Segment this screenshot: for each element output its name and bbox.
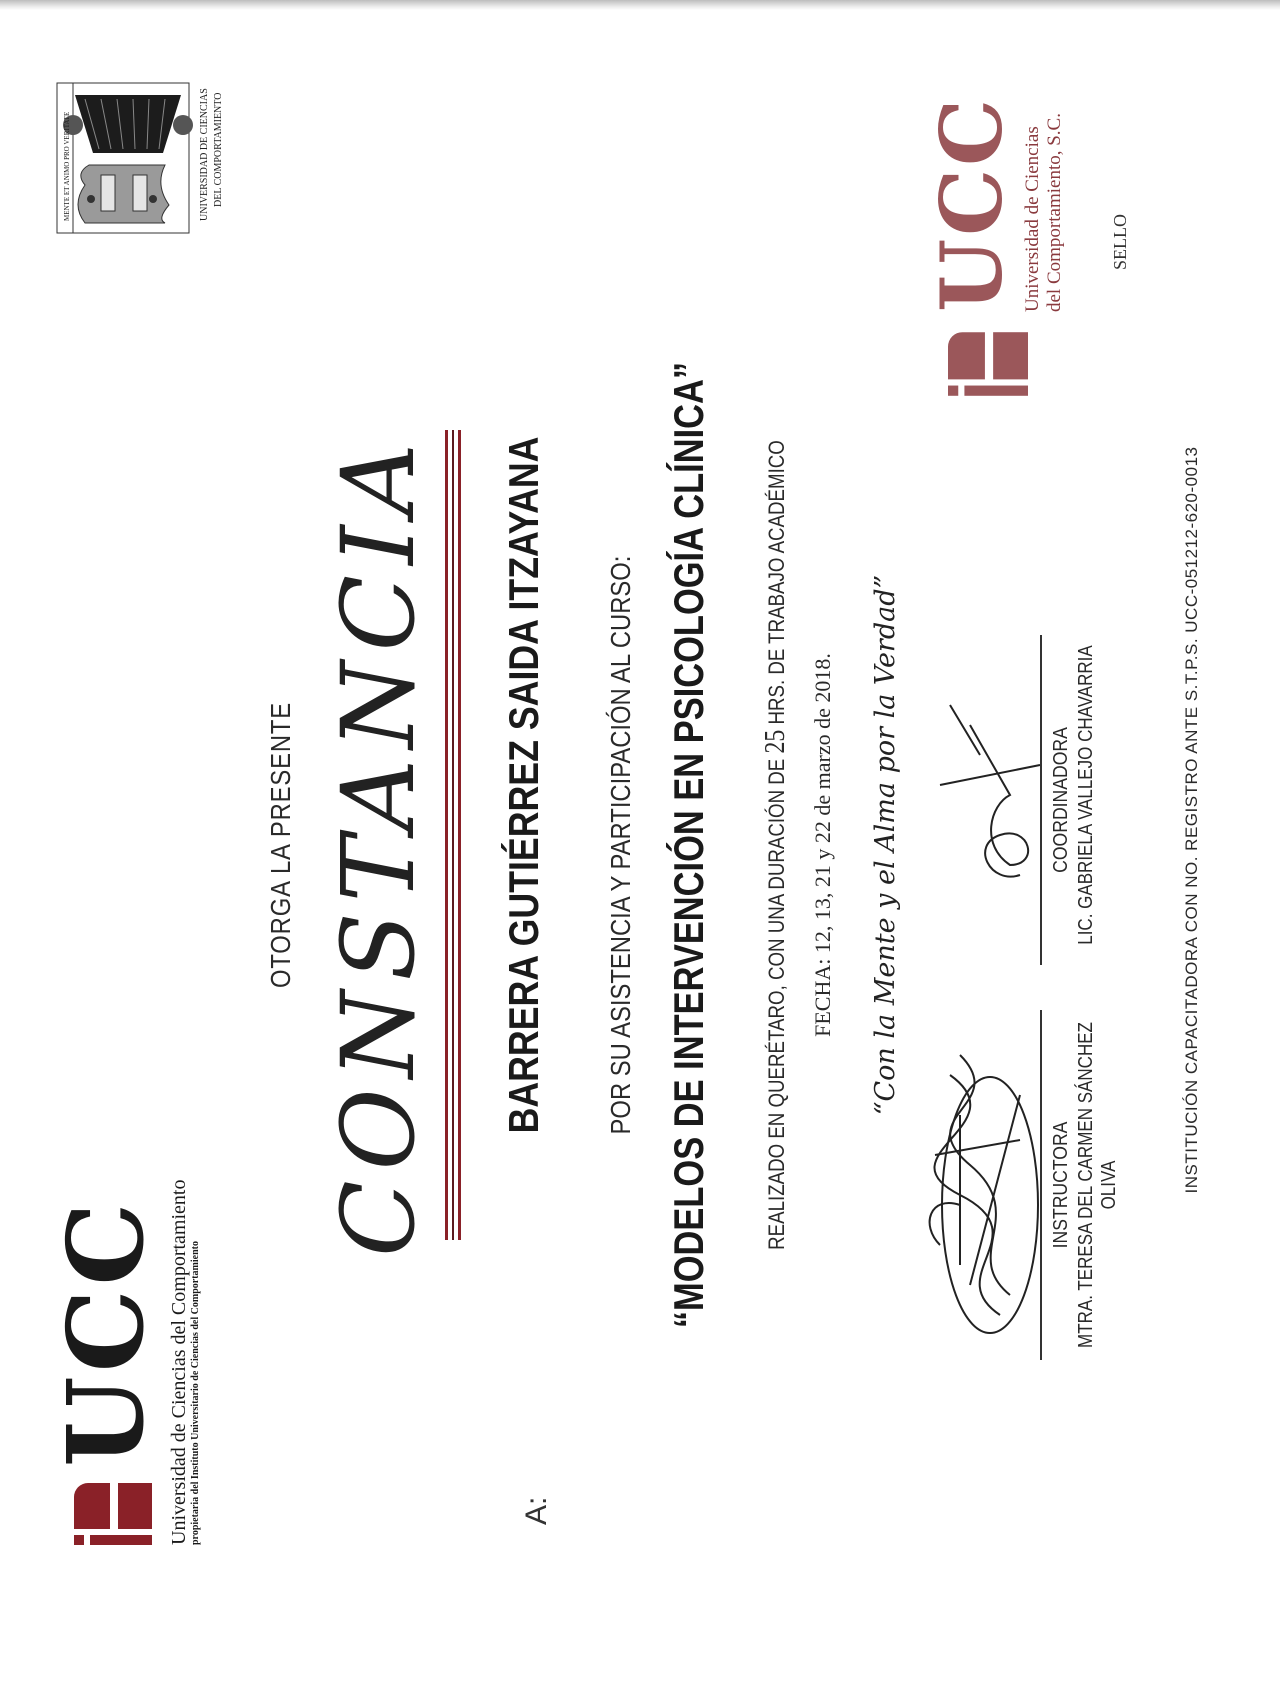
instructora-role: INSTRUCTORA — [1050, 1121, 1072, 1249]
stamp-line1: Universidad de Ciencias — [1022, 126, 1043, 312]
course-hours: 25 — [760, 729, 791, 754]
title-rule-top — [445, 430, 448, 1240]
course-dates: FECHA: 12, 13, 21 y 22 de marzo de 2018. — [810, 653, 835, 1037]
title-rule-middle — [452, 430, 454, 1240]
crest-label-line1: UNIVERSIDAD DE CIENCIAS — [199, 88, 210, 221]
instructora-signature-icon — [900, 1015, 1050, 1355]
course-details-prefix: REALIZADO EN QUERÉTARO, CON UNA DURACIÓN DE — [764, 758, 789, 1250]
ucc-logo-text: UCC — [44, 1198, 167, 1467]
recipient-label: A: — [520, 1496, 553, 1525]
coordinadora-signature-line — [1040, 635, 1042, 965]
coordinadora-role: COORDINADORA — [1050, 727, 1072, 873]
university-crest — [45, 45, 235, 245]
course-name: “MODELOS DE INTERVENCIÓN EN PSICOLOGÍA CLÍNICA” — [665, 361, 712, 1329]
course-intro: POR SU ASISTENCIA Y PARTICIPACIÓN AL CURSO: — [605, 555, 636, 1135]
ucc-logo — [44, 1045, 201, 1545]
ucc-logo-subtitle-small: propietaria del Instituto Universitario de Ciencias del Comportamiento — [190, 1241, 201, 1545]
stamp-brand: UCC — [922, 96, 1021, 312]
stamp-logo-mark-icon — [948, 328, 1028, 400]
crest-label-line2: DEL COMPORTAMIENTO — [213, 92, 224, 207]
ucc-logo-subtitle: Universidad de Ciencias del Comportamiento — [168, 1179, 190, 1545]
institution-motto: “Con la Mente y el Alma por la Verdad” — [870, 574, 901, 1116]
stamp-line2: del Comportamiento, S.C. — [1044, 113, 1065, 312]
instructora-name: MTRA. TERESA DEL CARMEN SÁNCHEZ OLIVA — [1075, 1022, 1120, 1348]
course-details — [760, 335, 792, 1355]
certificate-title: CONSTANCIA — [320, 433, 437, 1257]
title-rule-bottom — [458, 430, 461, 1240]
course-details-suffix: HRS. DE TRABAJO ACADÉMICO — [764, 440, 789, 725]
coordinadora-signature-icon — [910, 685, 1050, 905]
ucc-stamp — [922, 0, 1100, 430]
otorga-text: OTORGA LA PRESENTE — [265, 702, 296, 989]
recipient-name: BARRERA GUTIÉRREZ SAIDA ITZAYANA — [500, 436, 547, 1134]
crest-motto-band: MENTE ET ANIMO PRO VERITATE — [63, 111, 71, 221]
registration-footer: INSTITUCIÓN CAPACITADORA CON NO. REGISTRO ANTE S.T.P.S. UCC-051212-620-0013 — [1182, 446, 1201, 1194]
instructora-signature-line — [1040, 1010, 1042, 1360]
crest-emblem-icon — [45, 45, 235, 245]
coordinadora-name: LIC. GABRIELA VALLEJO CHAVARRIA — [1075, 645, 1097, 945]
ucc-logo-mark-icon — [74, 1483, 152, 1545]
sello-label: SELLO — [1110, 214, 1130, 270]
